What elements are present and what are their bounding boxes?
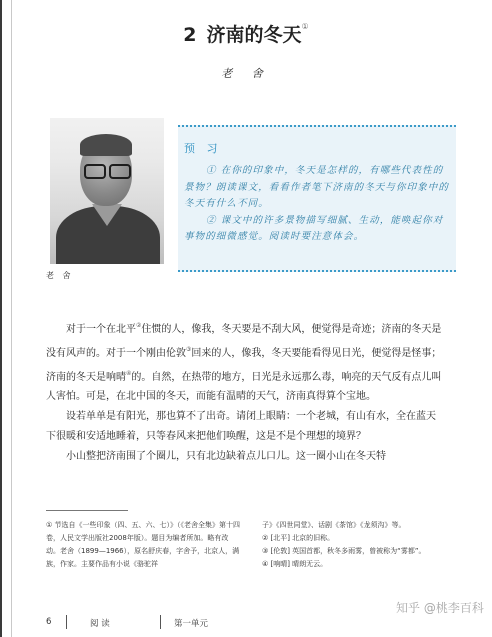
footer-divider [66,615,67,629]
footnote: ② [北平] 北京的旧称。 [262,534,335,542]
footnote: ④ [响晴] 晴朗无云。 [262,560,328,568]
footer-unit: 第一单元 [174,619,209,629]
footnote-ref: ③ [186,345,192,353]
text-run: 住惯的人，像我，冬天要是不刮大风，便觉得是奇迹；济南的冬天是没有风声的。对于一个刚由伦敦 [46,324,442,359]
preview-text [184,163,450,246]
footnotes-left [46,519,242,571]
preview-item: ② 课文中的许多景物描写细腻、生动，能唤起你对事物的细微感觉。阅读时要注意体会。 [184,214,444,242]
text-run: 对于一个在北平 [66,324,136,335]
portrait-glasses [84,164,130,176]
article-body [46,316,444,467]
lesson-title [207,24,309,46]
lesson-title-text: 济南的冬天 [206,24,302,46]
text-run: 的。自然，在热带的地方，日光是永远那么毒，响亮的天气反有点儿叫人害怕。可是，在北中国的冬天，而能有温晴的天气，济南真得算个宝地。 [46,371,442,403]
portrait-caption: 老 舍 [46,271,74,280]
footnote-ref: ② [136,322,142,329]
paragraph-2: 设若单单是有阳光，那也算不了出奇。请闭上眼睛：一个老城，有山有水，全在蓝天下很暖和安适地睡着，只等春风来把他们唤醒，这是不是个理想的境界？ [46,411,436,442]
preview-label: 预 习 [184,142,222,155]
footnote: ① 节选自《一些印象（四、五、六、七）》（《老舍全集》第十四卷，人民文学出版社2008年版）。题目为编者所加。略有改动。老舍（1899—1966），原名舒庆春，字舍予，北京人，满族，作家。主要作品有小说《骆驼祥 [46,521,240,568]
preview-item: ① 在你的印象中，冬天是怎样的，有哪些代表性的景物？朗读课文，看看作者笔下济南的冬天与你印象中的冬天有什么不同。 [184,165,450,209]
footnote-ref: ④ [126,369,132,377]
footnote: ③ [伦敦] 英国首都，秋冬多雨雾，曾被称为“雾都”。 [262,547,426,555]
author-name: 老 舍 [221,67,271,80]
paragraph-1 [46,316,444,407]
footer-section: 阅 读 [90,619,110,629]
footnote-divider [46,510,128,511]
preview-box [178,125,456,272]
margin-rule [11,0,12,637]
watermark: 知乎 @桃李百科 [396,601,484,615]
text-run: 回来的人，像我，冬天要能看得见日光，便觉得是怪事；济南的冬天是响晴 [46,347,442,383]
paragraph-3: 小山整把济南围了个圈儿，只有北边缺着点儿口儿。这一圈小山在冬天特 [66,450,386,462]
title-footnote-mark: ① [301,22,309,31]
lesson-heading [0,20,492,47]
footer-divider [160,615,161,629]
lesson-number: 2 [183,24,197,46]
portrait-hair [80,134,132,156]
page-number: 6 [46,617,52,627]
footnotes-right [262,519,442,571]
footnote: 子》《四世同堂》、话剧《茶馆》《龙须沟》等。 [262,521,406,529]
author-portrait [50,118,164,264]
page-edge [0,0,2,637]
